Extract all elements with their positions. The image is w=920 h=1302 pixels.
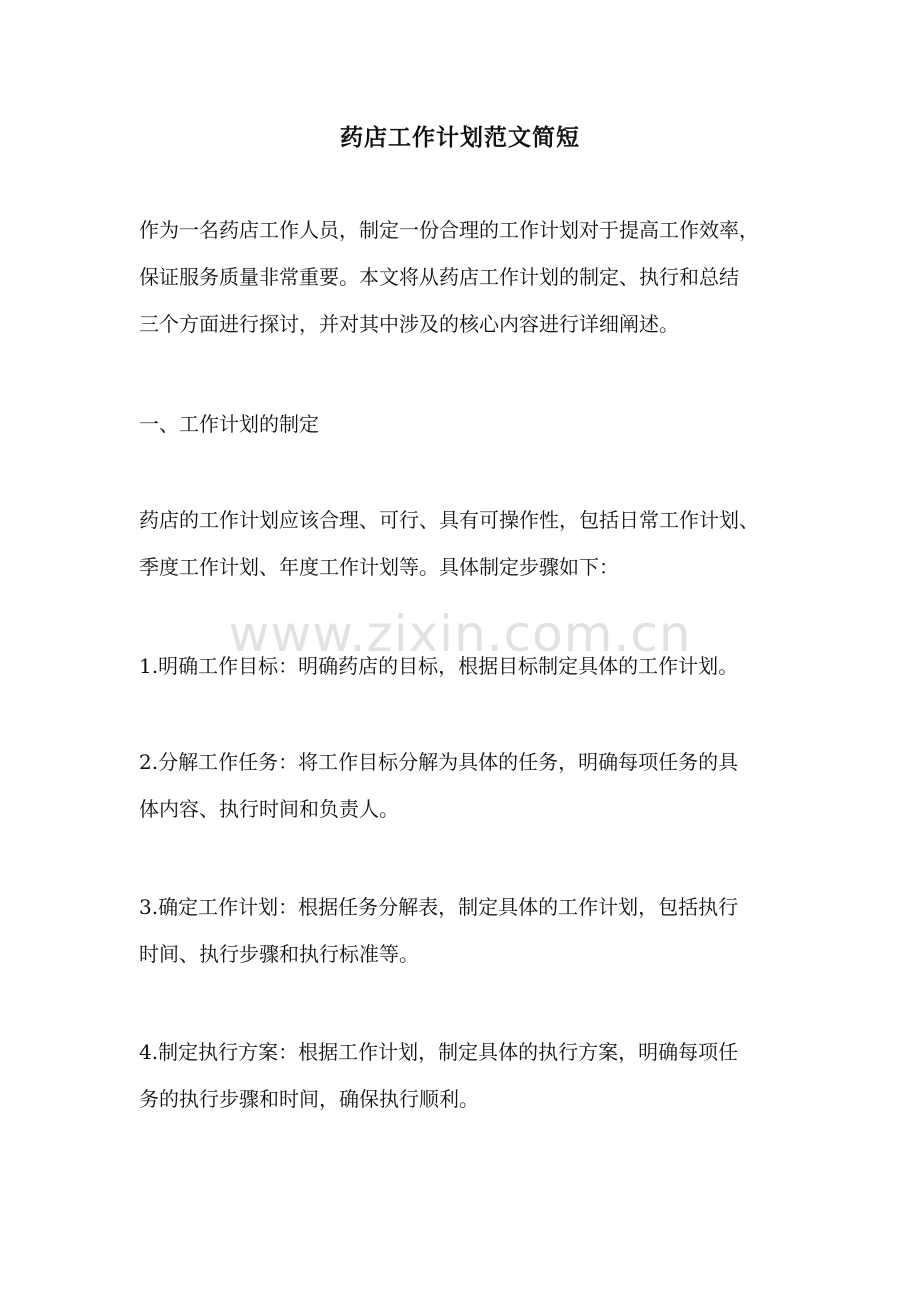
paragraph-line: 4.制定执行方案：根据工作计划，制定具体的执行方案，明确每项任 [139,1040,739,1064]
intro-paragraph [139,207,789,348]
paragraph-line: 季度工作计划、年度工作计划等。具体制定步骤如下： [139,555,619,579]
document-title: 药店工作计划范文简短 [340,124,580,151]
paragraph-line: 时间、执行步骤和执行标准等。 [139,942,419,966]
paragraph-line: 药店的工作计划应该合理、可行、具有可操作性，包括日常工作计划、 [139,508,759,532]
step-1-paragraph [139,643,789,690]
section-intro-paragraph [139,497,789,591]
step-3-paragraph [139,884,789,978]
section-heading [139,401,789,448]
paragraph-line: 务的执行步骤和时间，确保执行顺利。 [139,1087,479,1111]
paragraph-line: 体内容、执行时间和负责人。 [139,797,399,821]
paragraph-line: 作为一名药店工作人员，制定一份合理的工作计划对于提高工作效率， [139,218,759,242]
paragraph-line: 3.确定工作计划：根据任务分解表，制定具体的工作计划，包括执行 [139,895,739,919]
section-heading-text: 一、工作计划的制定 [139,412,319,436]
watermark: www.zixin.com.cn [228,605,692,663]
step-4-paragraph [139,1029,789,1123]
paragraph-line: 三个方面进行探讨，并对其中涉及的核心内容进行详细阐述。 [139,312,679,336]
paragraph-line: 1.明确工作目标：明确药店的目标，根据目标制定具体的工作计划。 [139,654,739,678]
paragraph-line: 2.分解工作任务：将工作目标分解为具体的任务，明确每项任务的具 [139,750,739,774]
paragraph-line: 保证服务质量非常重要。本文将从药店工作计划的制定、执行和总结 [139,265,739,289]
step-2-paragraph [139,739,789,833]
